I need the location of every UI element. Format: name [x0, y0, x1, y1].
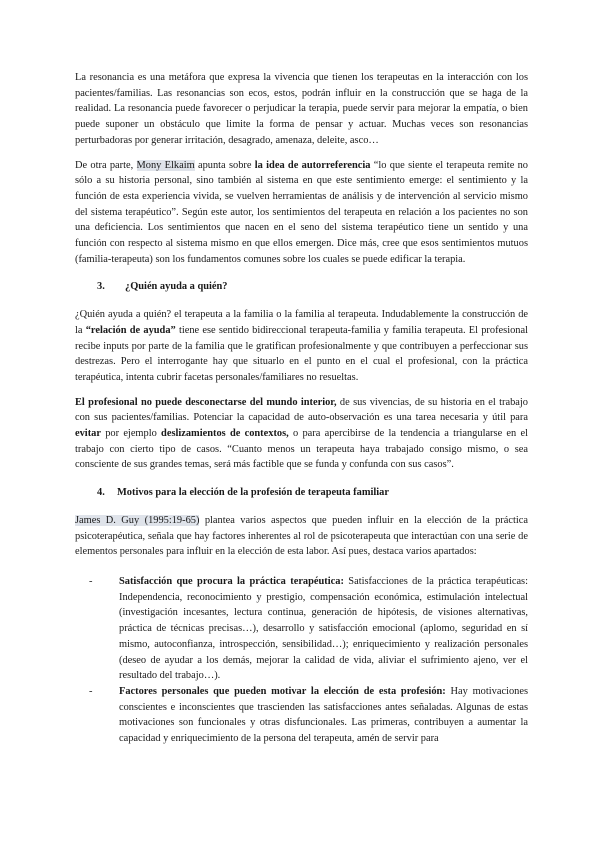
- paragraph-resonancia: La resonancia es una metáfora que expresa la vivencia que tienen los terapeutas en la interacción con los pacientes/familias. Las resonancias son ecos, estos, podrán influir en la construcción que se haga de la realidad. La resonancia puede favorecer o perjudicar la terapia, puede servir para mejorar la empatía, o bien puede suponer un obstáculo que limite la forma de pensar y actuar. Muchas veces son resonancias perturbadoras por generar irritación, desagrado, amenaza, deleite, asco…: [75, 72, 528, 146]
- bold-term: evitar: [75, 428, 101, 440]
- paragraph-guy: [75, 513, 528, 560]
- bold-term: Factores personales que pueden motivar la elección de esta profesión:: [119, 685, 446, 697]
- bold-term: la idea de autorreferencia: [254, 159, 371, 171]
- text-run: De otra parte,: [75, 159, 137, 171]
- bullet-dash: -: [89, 685, 93, 697]
- bullet-list: [75, 574, 528, 747]
- document-page: [75, 70, 528, 747]
- text-run: o para apercibirse de la tendencia a triangularse en el trabajo con cierto tipo de casos. “Cuanto menos un terapeuta haya trabajado consigo mismo, o sea consciente de sus grandes temas, será más factible que se funda y confunda con sus casos”.: [75, 428, 528, 471]
- text-run: de sus vivencias, de su historia en el trabajo con sus pacientes/familias. Potenciar la capacidad de auto-observación es una tarea necesaria y útil para: [75, 396, 528, 424]
- paragraph-mundo-interior: [75, 395, 528, 474]
- text-run: plantea varios aspectos que pueden influir en la elección de la práctica psicoterapéutica, señala que hay factores inherentes al rol de psicoterapeuta que interactúan con una serie de elementos personales para influir en la elección de esta labor. Así pues, destaca varios apartados:: [75, 514, 528, 558]
- text-run: ¿Quién ayuda a quién? el terapeuta a la familia o la familia al terapeuta. Indudablemente la construcción de la: [75, 309, 528, 336]
- bold-term: El profesional no puede desconectarse del mundo interior,: [75, 396, 337, 408]
- section-number: 3.: [97, 281, 105, 293]
- paragraph-relacion-ayuda: [75, 307, 528, 386]
- text-run: Hay motivaciones conscientes e inconscientes que trascienden las satisfacciones antes señaladas. Algunas de estas motivaciones son funcionales y otras disfuncionales. Las primeras, contribuyen a aumentar la capacidad y enriquecimiento de la persona del terapeuta, amén de servir para: [119, 685, 528, 745]
- bold-term: deslizamientos de contextos,: [161, 428, 289, 440]
- section-title: Motivos para la elección de la profesión de terapeuta familiar: [117, 487, 389, 499]
- text-run: apunta sobre: [194, 159, 255, 171]
- bold-term: Satisfacción que procura la práctica terapéutica:: [119, 575, 344, 587]
- text-run: “lo que siente el terapeuta remite no sólo a su historia personal, sino también al sistema en que este sentimiento emerge: el sentimiento y la función de esta experiencia vivida, se vuelven herramientas de análisis y de intervención al servicio mismo del sistema terapéutico”. Según este autor, los sentimientos del terapeuta en relación a los pacientes no son una deficiencia. Los sentimientos que nacen en el seno del sistema terapéutico tiene un sentido y una función con respecto al sistema mismo en que ellos emergen. Dice más, cree que esos sentimientos mutuos (familia-terapeuta) son los fundamentos comunes sobre los cuales se puede edificar la terapia.: [75, 159, 528, 265]
- author-highlight: Mony Elkaim: [136, 159, 195, 171]
- list-item: [89, 684, 528, 747]
- section-heading-4: [97, 485, 528, 501]
- text-run: por ejemplo: [100, 428, 162, 440]
- paragraph-autorreferencia: [75, 158, 528, 268]
- section-number: 4.: [97, 487, 105, 499]
- section-title: ¿Quién ayuda a quién?: [125, 281, 228, 293]
- section-heading-3: [97, 279, 528, 295]
- bullet-dash: -: [89, 575, 93, 587]
- text-run: Satisfacciones de la práctica terapéuticas: Independencia, reconocimiento y prestigio, compensación económica, estimulación intelectual (investigación incesantes, lectura continua, generación de hipótesis, de visiones alternativas, práctica de técnicas precisas…), desarrollo y satisfacción emocional (aplomo, seguridad en sí mismo, autoconfianza, introspección, sensibilidad…); enriquecimiento y realización personales (deseo de ayudar a los demás, mejorar la calidad de vida, aliviar el sufrimiento ajeno, ver el resultado del trabajo…).: [119, 575, 528, 682]
- text-run: tiene ese sentido bidireccional terapeuta-familia y familia terapeuta. El profesional recibe inputs por parte de la familia que le gratifican profesionalmente y que contribuyen a perfeccionar sus destrezas. Pero el interrogante hay que situarlo en el punto en el cual el profesional, con la práctica terapéutica, intenta cubrir facetas personales/familiares no resueltas.: [75, 324, 528, 383]
- list-item: [89, 574, 528, 684]
- author-highlight: James D. Guy (1995:19-65): [75, 514, 200, 526]
- bold-term: “relación de ayuda”: [85, 324, 176, 336]
